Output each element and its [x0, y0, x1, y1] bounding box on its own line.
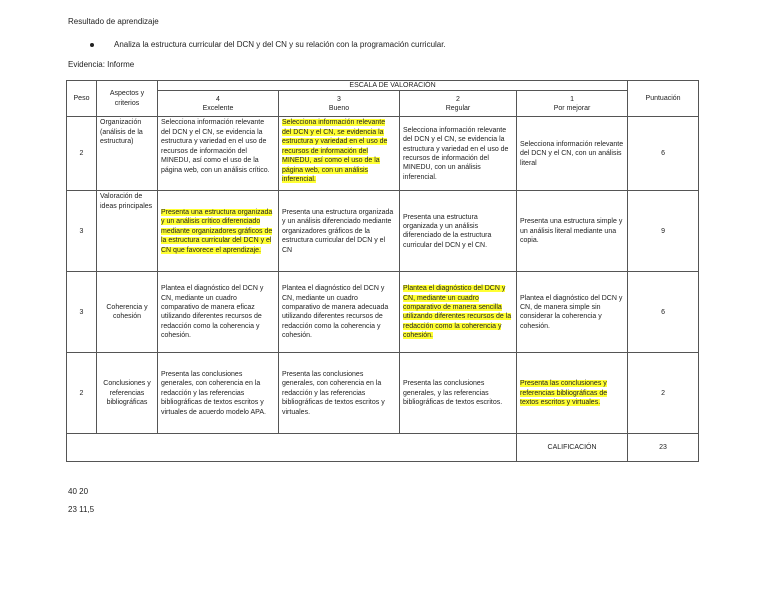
cell-mejorar [517, 353, 628, 434]
table-row [67, 353, 699, 434]
cell-regular: Presenta las conclusiones generales, y las referencias bibliográficas de textos escritos. [400, 353, 517, 434]
cell-mejorar: Presenta una estructura simple y un análisis literal mediante una copia. [517, 191, 628, 272]
cell-bueno: Presenta una estructura organizada y un análisis diferenciado mediante organizadores gráficos de la estructura curricular del DCN y el CN [279, 191, 400, 272]
header-aspectos: Aspectos y criterios [97, 81, 158, 117]
row-peso: 2 [67, 353, 97, 434]
level-bueno: 3 Bueno [279, 91, 400, 117]
row-aspecto: Organización (análisis de la estructura) [97, 117, 158, 191]
level-por-mejorar: 1 Por mejorar [517, 91, 628, 117]
rubric-table [66, 80, 699, 462]
cell-bueno [279, 117, 400, 191]
total-blank [67, 434, 517, 462]
row-aspecto: Coherencia y cohesión [97, 272, 158, 353]
table-row [67, 191, 699, 272]
footer-note-1: 40 20 [68, 487, 89, 496]
total-row [67, 434, 699, 462]
header-escala: ESCALA DE VALORACIÓN [158, 81, 628, 91]
footer-note-2: 23 11,5 [68, 505, 95, 514]
cell-bueno: Presenta las conclusiones generales, con coherencia en la redacción y las referencias bibliográficas de textos escritos y virtuales. [279, 353, 400, 434]
highlighted-text: Plantea el diagnóstico del DCN y CN, mediante un cuadro comparativo de manera sencilla utilizando diferentes recursos de la redacción como la coherencia y cohesión. [403, 285, 512, 340]
level-excelente: 4 Excelente [158, 91, 279, 117]
cell-mejorar: Selecciona información relevante del DCN y el CN, con un análisis literal [517, 117, 628, 191]
evidence-label: Evidencia: Informe [68, 60, 135, 69]
header-peso: Peso [67, 81, 97, 117]
highlighted-text: Selecciona información relevante del DCN y el CN, se evidencia la estructura y variedad en el uso de recursos de información del MINEDU, así como el uso de la página web, con un análisis inferencial. [282, 119, 388, 184]
learning-outcome-text: Analiza la estructura curricular del DCN y del CN y su relación con la programación curricular. [114, 40, 446, 49]
table-row [67, 272, 699, 353]
cell-excelente [158, 191, 279, 272]
row-puntuacion: 6 [628, 117, 699, 191]
cell-excelente: Plantea el diagnóstico del DCN y CN, mediante un cuadro comparativo de manera eficaz utilizando diferentes recursos de redacción como la coherencia y cohesión. [158, 272, 279, 353]
row-peso: 3 [67, 191, 97, 272]
cell-regular [400, 272, 517, 353]
bullet-icon [90, 43, 94, 47]
header-puntuacion: Puntuación [628, 81, 699, 117]
cell-regular: Presenta una estructura organizada y un análisis diferenciado de la estructura curricular del DCN y el CN. [400, 191, 517, 272]
row-peso: 2 [67, 117, 97, 191]
cell-excelente: Selecciona información relevante del DCN y el CN, se evidencia la estructura y variedad en el uso de recursos de información del MINEDU, así como el uso de la página web, con un análisis crítico. [158, 117, 279, 191]
learning-outcome-bullet [90, 40, 446, 49]
cell-regular: Selecciona información relevante del DCN y el CN, se evidencia la estructura y variedad en el uso de recursos de información del MINEDU, con un análisis inferencial. [400, 117, 517, 191]
row-aspecto: Conclusiones y referencias bibliográficas [97, 353, 158, 434]
highlighted-text: Presenta una estructura organizada y un análisis crítico diferenciado mediante organizadores gráficos de la estructura curricular del DCN y el CN que favorece el aprendizaje. [161, 208, 273, 254]
row-peso: 3 [67, 272, 97, 353]
highlighted-text: Presenta las conclusiones y referencias bibliográficas de textos escritos y virtuales. [520, 380, 608, 407]
level-regular: 2 Regular [400, 91, 517, 117]
cell-mejorar: Plantea el diagnóstico del DCN y CN, de manera simple sin considerar la coherencia y cohesión. [517, 272, 628, 353]
calificacion-label: CALIFICACIÓN [517, 434, 628, 462]
row-puntuacion: 9 [628, 191, 699, 272]
cell-excelente: Presenta las conclusiones generales, con coherencia en la redacción y las referencias bibliográficas de textos escritos y virtuales de acuerdo modelo APA. [158, 353, 279, 434]
table-row [67, 117, 699, 191]
row-puntuacion: 2 [628, 353, 699, 434]
calificacion-value: 23 [628, 434, 699, 462]
row-aspecto: Valoración de ideas principales [97, 191, 158, 272]
row-puntuacion: 6 [628, 272, 699, 353]
cell-bueno: Plantea el diagnóstico del DCN y CN, mediante un cuadro comparativo de manera adecuada utilizando diferentes recursos de redacción como la coherencia y cohesión. [279, 272, 400, 353]
page-title: Resultado de aprendizaje [68, 17, 159, 26]
